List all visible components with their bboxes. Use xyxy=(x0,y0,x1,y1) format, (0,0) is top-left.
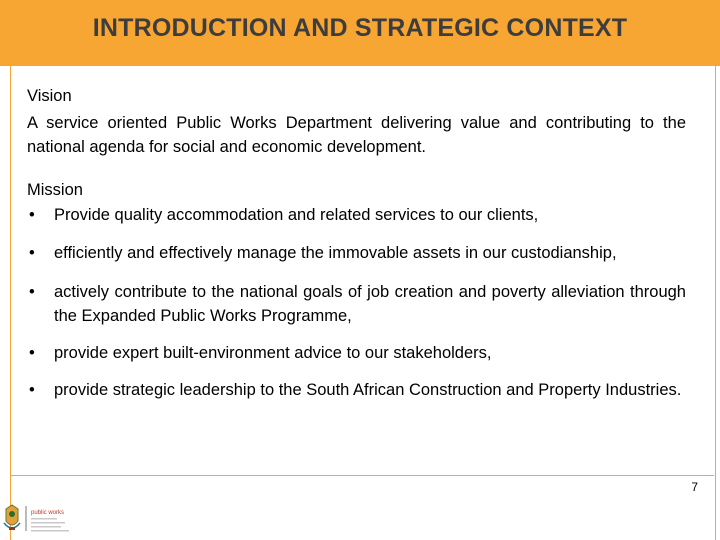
title-bar xyxy=(0,0,720,66)
mission-item xyxy=(27,241,686,265)
vision-text: A service oriented Public Works Department delivering value and contributing to the national agenda for social and economic development. xyxy=(27,114,686,156)
bullet-icon: • xyxy=(29,344,35,362)
coat-of-arms-logo xyxy=(3,503,103,535)
bullet-icon: • xyxy=(29,381,35,399)
mission-item xyxy=(27,341,686,365)
slide-title: INTRODUCTION AND STRATEGIC CONTEXT xyxy=(92,14,628,42)
mission-item xyxy=(27,203,686,227)
mission-item xyxy=(27,280,686,328)
footer-frame xyxy=(10,475,716,540)
mission-item xyxy=(27,378,686,402)
vision-heading: Vision xyxy=(27,87,72,105)
bullet-icon: • xyxy=(29,244,35,262)
logo-text: public works xyxy=(31,510,65,516)
bullet-icon: • xyxy=(29,206,35,224)
mission-item-text: provide expert built-environment advice to our stakeholders, xyxy=(54,344,492,362)
mission-item-text: Provide quality accommodation and related services to our clients, xyxy=(54,206,539,224)
bullet-icon: • xyxy=(29,283,35,301)
coat-of-arms-icon xyxy=(4,505,20,530)
mission-item-text: provide strategic leadership to the South African Construction and Property Industries. xyxy=(54,381,682,399)
mission-heading: Mission xyxy=(27,181,83,199)
mission-item-text: efficiently and effectively manage the immovable assets in our custodianship, xyxy=(54,244,617,262)
mission-item-text: actively contribute to the national goals of job creation and poverty alleviation through the Expanded Public Works Programme, xyxy=(54,283,686,325)
page-number: 7 xyxy=(691,480,698,494)
